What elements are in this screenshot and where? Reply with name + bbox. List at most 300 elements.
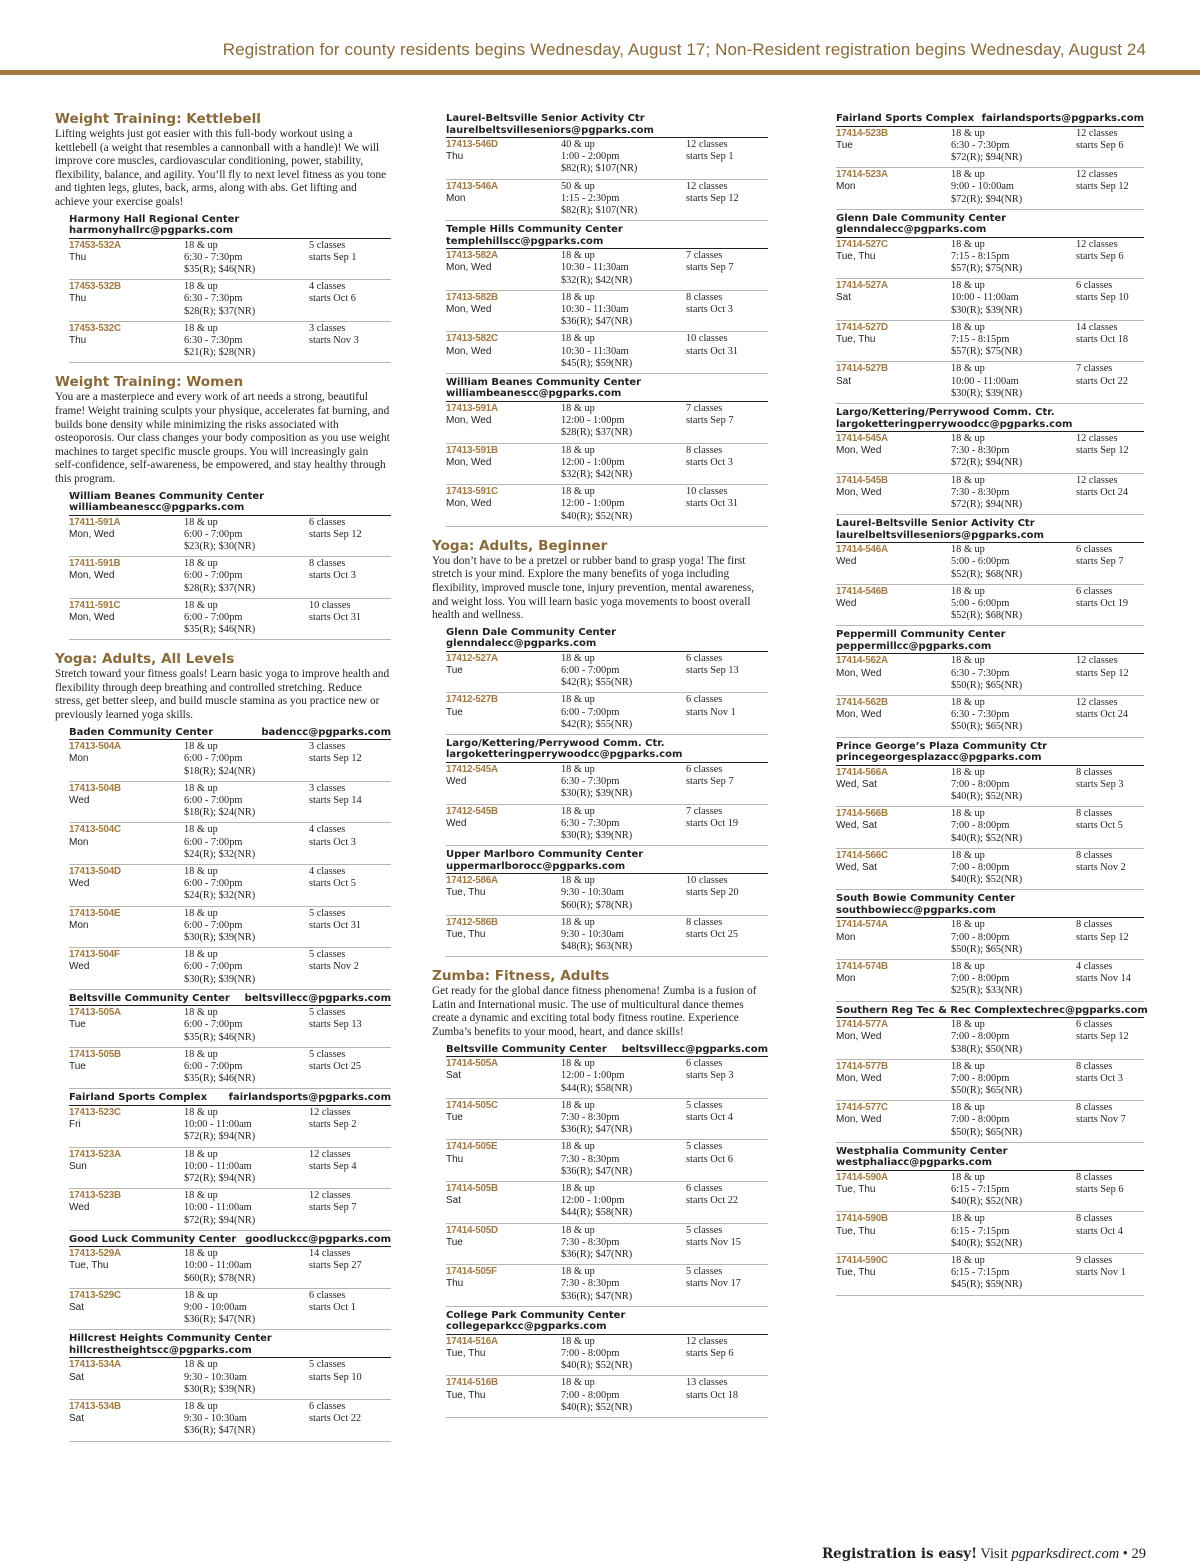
class-fee: $40(R); $52(NR) xyxy=(561,510,633,522)
venue-block xyxy=(446,375,768,527)
class-code[interactable]: 17411-591A xyxy=(69,516,121,528)
class-detail-cell xyxy=(951,808,1076,848)
class-detail-cell xyxy=(951,919,1076,959)
class-age: 18 & up xyxy=(561,1377,595,1389)
class-code[interactable]: 17413-504B xyxy=(69,782,121,794)
class-count: 8 classes xyxy=(1076,766,1113,778)
venue-email[interactable]: goodluckcc@pgparks.com xyxy=(245,1233,391,1245)
class-code[interactable]: 17412-545B xyxy=(446,805,498,817)
class-age: 18 & up xyxy=(561,916,595,928)
class-fee: $72(R); $94(NR) xyxy=(184,1172,256,1184)
class-start: starts Sep 12 xyxy=(309,528,362,540)
class-time: 7:00 - 8:00pm xyxy=(951,1114,1010,1126)
course-section xyxy=(55,373,391,486)
class-code[interactable]: 17414-574B xyxy=(836,961,888,972)
class-detail-cell xyxy=(184,281,309,321)
class-code[interactable]: 17414-527C xyxy=(836,238,888,250)
venue-email[interactable]: fairlandsports@pgparks.com xyxy=(981,113,1144,124)
class-days: Wed, Sat xyxy=(836,778,877,790)
class-code[interactable]: 17413-534A xyxy=(69,1359,121,1371)
class-detail-cell xyxy=(951,697,1076,737)
class-fee: $40(R); $52(NR) xyxy=(951,791,1023,803)
class-fee: $36(R); $47(NR) xyxy=(184,1425,256,1437)
class-code[interactable]: 17414-545A xyxy=(836,433,888,445)
class-time: 7:00 - 8:00pm xyxy=(951,1031,1010,1043)
class-schedule-cell xyxy=(1076,1019,1144,1059)
class-age: 18 & up xyxy=(184,558,218,570)
class-age: 18 & up xyxy=(951,808,985,820)
website-link[interactable]: pgparksdirect.com xyxy=(1011,1546,1120,1562)
class-code[interactable]: 17414-516B xyxy=(446,1377,498,1389)
class-code[interactable]: 17414-527B xyxy=(836,363,888,375)
venue-email[interactable]: hillcrestheightscc@pgparks.com xyxy=(69,1344,252,1356)
class-code[interactable]: 17414-566C xyxy=(836,849,888,861)
class-code-cell xyxy=(69,866,184,906)
class-fee: $50(R); $65(NR) xyxy=(951,1126,1023,1138)
venue-header xyxy=(69,725,391,741)
class-detail-cell xyxy=(184,1049,309,1089)
class-days: Sat xyxy=(69,1413,85,1425)
class-count: 8 classes xyxy=(1076,808,1113,820)
class-detail-cell xyxy=(561,917,686,957)
venue-email[interactable]: fairlandsports@pgparks.com xyxy=(228,1092,391,1104)
class-code[interactable]: 17414-546A xyxy=(836,544,888,556)
class-count: 12 classes xyxy=(1076,169,1118,181)
class-code-cell xyxy=(446,486,561,526)
class-code[interactable]: 17414-516A xyxy=(446,1335,498,1347)
venue-email[interactable]: templehillscc@pgparks.com xyxy=(446,235,604,247)
class-age: 18 & up xyxy=(951,238,985,250)
class-fee: $35(R); $46(NR) xyxy=(184,624,256,636)
class-code[interactable]: 17414-523B xyxy=(836,127,888,139)
class-code-cell xyxy=(836,1213,951,1253)
class-count: 5 classes xyxy=(686,1141,723,1153)
class-fee: $32(R); $42(NR) xyxy=(561,274,633,286)
class-fee: $45(R); $59(NR) xyxy=(951,1279,1023,1291)
class-row xyxy=(836,696,1144,738)
course-title: Weight Training: Kettlebell xyxy=(55,111,261,127)
class-days: Mon, Wed xyxy=(836,1114,882,1126)
venue-header xyxy=(69,489,391,516)
class-code[interactable]: 17413-582C xyxy=(446,333,498,345)
class-schedule-cell xyxy=(309,1007,391,1047)
class-code-cell xyxy=(836,1019,951,1059)
class-start: starts Oct 31 xyxy=(686,345,739,357)
class-count: 5 classes xyxy=(309,1007,346,1019)
class-days: Tue, Thu xyxy=(836,1184,876,1196)
venue-header xyxy=(836,516,1144,543)
class-schedule-cell xyxy=(1076,808,1144,848)
class-code[interactable]: 17414-577C xyxy=(836,1102,888,1114)
class-code[interactable]: 17414-562A xyxy=(836,655,888,667)
class-time: 6:00 - 7:00pm xyxy=(184,528,243,540)
class-code-cell xyxy=(446,445,561,485)
class-fee: $50(R); $65(NR) xyxy=(951,721,1023,733)
class-count: 8 classes xyxy=(1076,919,1113,931)
class-code-cell xyxy=(836,544,951,584)
class-start: starts Sep 6 xyxy=(686,1347,734,1359)
venue-name: Fairland Sports Complex xyxy=(69,1092,208,1104)
class-count: 12 classes xyxy=(686,180,728,192)
class-code-cell xyxy=(446,1225,561,1265)
venue-email[interactable]: largoketteringperrywoodcc@pgparks.com xyxy=(446,749,683,761)
venue-email[interactable]: harmonyhallrc@pgparks.com xyxy=(69,225,234,237)
class-detail-cell xyxy=(951,1172,1076,1212)
class-time: 7:30 - 8:30pm xyxy=(951,445,1010,457)
venue-header xyxy=(836,405,1144,432)
class-detail-cell xyxy=(184,949,309,989)
class-schedule-cell xyxy=(1076,1102,1144,1142)
class-code-cell xyxy=(836,475,951,515)
class-days: Mon xyxy=(836,931,856,943)
venue-block xyxy=(836,211,1144,404)
venue-email[interactable]: badencc@pgparks.com xyxy=(261,726,391,738)
class-schedule-cell xyxy=(686,806,768,846)
class-code[interactable]: 17414-590C xyxy=(836,1255,888,1267)
venue-email[interactable]: uppermarlborocc@pgparks.com xyxy=(446,860,626,872)
class-count: 6 classes xyxy=(686,1182,723,1194)
class-detail-cell xyxy=(951,475,1076,515)
class-code[interactable]: 17414-577A xyxy=(836,1019,888,1031)
class-fee: $40(R); $52(NR) xyxy=(561,1401,633,1413)
venue-header xyxy=(446,222,768,249)
class-fee: $44(R); $58(NR) xyxy=(561,1207,633,1219)
class-start: starts Sep 12 xyxy=(1076,181,1129,193)
class-code[interactable]: 17413-504E xyxy=(69,907,121,919)
course-section xyxy=(55,110,391,210)
class-schedule-cell xyxy=(309,323,391,363)
class-days: Tue, Thu xyxy=(446,887,486,899)
class-days: Thu xyxy=(446,1278,464,1290)
class-schedule-cell xyxy=(1076,767,1144,807)
class-code[interactable]: 17414-505F xyxy=(446,1266,497,1278)
class-code-cell xyxy=(836,961,951,1001)
class-code-cell xyxy=(446,1100,561,1140)
class-time: 6:30 - 7:30pm xyxy=(951,139,1010,151)
class-schedule-cell xyxy=(309,600,391,640)
class-detail-cell xyxy=(951,1213,1076,1253)
class-fee: $40(R); $52(NR) xyxy=(951,1196,1023,1208)
class-start: starts Sep 7 xyxy=(686,262,734,274)
class-schedule-cell xyxy=(686,1141,768,1181)
class-code[interactable]: 17413-591C xyxy=(446,486,498,498)
class-count: 6 classes xyxy=(1076,585,1113,597)
class-code[interactable]: 17414-505C xyxy=(446,1099,498,1111)
class-code[interactable]: 17414-546B xyxy=(836,585,888,597)
class-start: starts Oct 4 xyxy=(1076,1225,1123,1237)
class-code[interactable]: 17413-504F xyxy=(69,949,120,961)
class-count: 6 classes xyxy=(309,516,346,528)
class-code[interactable]: 17414-527A xyxy=(836,280,888,292)
class-code[interactable]: 17413-529C xyxy=(69,1289,121,1301)
class-days: Thu xyxy=(69,293,87,305)
class-code-cell xyxy=(446,764,561,804)
class-detail-cell xyxy=(184,1190,309,1230)
venue-name: Hillcrest Heights Community Center xyxy=(69,1333,272,1345)
class-time: 10:00 - 11:00am xyxy=(184,1119,252,1131)
class-code[interactable]: 17413-505B xyxy=(69,1048,121,1060)
venue-email[interactable]: collegeparkcc@pgparks.com xyxy=(446,1321,607,1333)
class-schedule-cell xyxy=(1076,1213,1144,1253)
class-code[interactable]: 17414-505E xyxy=(446,1141,498,1153)
class-code-cell xyxy=(69,1107,184,1147)
class-fee: $42(R); $55(NR) xyxy=(561,677,633,689)
venue-name: Westphalia Community Center xyxy=(836,1145,1008,1157)
class-code-cell xyxy=(836,850,951,890)
class-time: 6:00 - 7:00pm xyxy=(184,794,243,806)
course-title: Weight Training: Women xyxy=(55,374,244,391)
class-detail-cell xyxy=(184,600,309,640)
class-code[interactable]: 17413-529A xyxy=(69,1248,121,1260)
class-time: 7:00 - 8:00pm xyxy=(951,973,1010,985)
class-detail-cell xyxy=(561,181,686,221)
class-schedule-cell xyxy=(1076,961,1144,1001)
venue-name: College Park Community Center xyxy=(446,1309,626,1321)
class-fee: $40(R); $52(NR) xyxy=(951,1237,1023,1249)
venue-block xyxy=(69,212,391,364)
class-time: 5:00 - 6:00pm xyxy=(951,556,1010,568)
class-count: 14 classes xyxy=(1076,321,1118,333)
class-fee: $44(R); $58(NR) xyxy=(561,1082,633,1094)
venue-email[interactable]: williambeanescc@pgparks.com xyxy=(69,502,245,513)
class-code[interactable]: 17413-504C xyxy=(69,824,121,836)
venue-email[interactable]: princegeorgesplazacc@pgparks.com xyxy=(836,752,1042,764)
class-schedule-cell xyxy=(309,1290,391,1330)
class-detail-cell xyxy=(184,783,309,823)
class-time: 1:15 - 2:30pm xyxy=(561,192,620,204)
class-days: Wed xyxy=(446,776,467,788)
class-code[interactable]: 17413-582A xyxy=(446,250,498,262)
class-fee: $82(R); $107(NR) xyxy=(561,163,638,175)
class-days: Mon, Wed xyxy=(446,456,492,468)
venue-email[interactable]: southbowiecc@pgparks.com xyxy=(836,904,996,916)
class-code[interactable]: 17413-546D xyxy=(446,139,498,150)
class-code[interactable]: 17412-586A xyxy=(446,875,498,887)
class-code[interactable]: 17413-534B xyxy=(69,1400,121,1412)
class-code[interactable]: 17412-545A xyxy=(446,763,498,775)
class-start: starts Oct 3 xyxy=(309,570,356,582)
class-start: starts Sep 3 xyxy=(686,1070,734,1082)
class-schedule-cell xyxy=(686,139,768,179)
venue-email[interactable]: largoketteringperrywoodcc@pgparks.com xyxy=(836,418,1073,430)
venue-name: William Beanes Community Center xyxy=(446,376,642,388)
class-start: starts Oct 25 xyxy=(686,928,739,940)
class-age: 18 & up xyxy=(951,1255,985,1267)
class-time: 12:00 - 1:00pm xyxy=(561,415,625,427)
venue-header xyxy=(69,1232,391,1248)
venue-email[interactable]: williambeanescc@pgparks.com xyxy=(446,388,622,400)
venue-email[interactable]: glenndalecc@pgparks.com xyxy=(446,638,597,650)
class-code[interactable]: 17414-527D xyxy=(836,321,888,333)
class-detail-cell xyxy=(561,694,686,734)
class-start: starts Sep 12 xyxy=(1076,445,1129,457)
venue-email[interactable]: glenndalecc@pgparks.com xyxy=(836,224,987,236)
class-code[interactable]: 17412-527A xyxy=(446,652,498,664)
class-code-cell xyxy=(836,808,951,848)
class-age: 18 & up xyxy=(184,741,218,753)
class-age: 18 & up xyxy=(184,599,218,611)
class-row xyxy=(446,1335,768,1377)
class-time: 7:30 - 8:30pm xyxy=(561,1153,620,1165)
class-count: 5 classes xyxy=(309,949,346,961)
class-start: starts Oct 31 xyxy=(686,498,739,510)
class-fee: $36(R); $47(NR) xyxy=(561,1248,633,1260)
venue-email[interactable]: laurelbeltsvilleseniors@pgparks.com xyxy=(446,124,654,136)
class-days: Mon xyxy=(836,181,856,193)
class-schedule-cell xyxy=(1076,1172,1144,1212)
class-age: 18 & up xyxy=(561,652,595,664)
class-row xyxy=(69,1106,391,1148)
class-start: starts Sep 12 xyxy=(686,192,739,204)
class-code[interactable]: 17414-545B xyxy=(836,474,888,486)
class-fee: $25(R); $33(NR) xyxy=(951,985,1023,997)
class-count: 12 classes xyxy=(686,1335,728,1347)
class-detail-cell xyxy=(184,1107,309,1147)
class-code[interactable]: 17413-523C xyxy=(69,1106,121,1118)
venue-block xyxy=(446,625,768,735)
class-schedule-cell xyxy=(686,445,768,485)
class-code[interactable]: 17411-591C xyxy=(69,599,121,611)
class-schedule-cell xyxy=(309,1149,391,1189)
class-schedule-cell xyxy=(686,333,768,373)
class-row xyxy=(446,1224,768,1266)
class-schedule-cell xyxy=(686,653,768,693)
class-schedule-cell xyxy=(1076,433,1144,473)
class-time: 6:00 - 7:00pm xyxy=(184,878,243,890)
class-time: 7:00 - 8:00pm xyxy=(951,820,1010,832)
class-fee: $30(R); $39(NR) xyxy=(184,931,256,943)
venue-header xyxy=(69,991,391,1007)
class-time: 6:30 - 7:30pm xyxy=(951,709,1010,721)
class-row xyxy=(446,805,768,847)
class-code[interactable]: 17453-532C xyxy=(69,322,121,334)
class-schedule-cell xyxy=(309,908,391,948)
class-code[interactable]: 17414-590B xyxy=(836,1213,888,1225)
venue-name: William Beanes Community Center xyxy=(69,490,265,502)
class-fee: $36(R); $47(NR) xyxy=(561,1290,633,1302)
class-row xyxy=(836,168,1144,210)
venue-block xyxy=(69,1232,391,1331)
class-age: 18 & up xyxy=(951,1060,985,1072)
venue-email[interactable]: peppermillcc@pgparks.com xyxy=(836,640,992,652)
class-code[interactable]: 17413-505A xyxy=(69,1007,121,1019)
class-days: Wed xyxy=(69,794,90,806)
class-code[interactable]: 17414-577B xyxy=(836,1060,888,1072)
class-code[interactable]: 17414-566B xyxy=(836,808,888,820)
class-code[interactable]: 17413-523B xyxy=(69,1190,121,1202)
class-days: Wed, Sat xyxy=(836,820,877,832)
class-fee: $36(R); $47(NR) xyxy=(561,1124,633,1136)
venue-email[interactable]: techrec@pgparks.com xyxy=(1022,1004,1148,1016)
class-code[interactable]: 17413-504D xyxy=(69,865,121,877)
class-code-cell xyxy=(446,653,561,693)
class-fee: $28(R); $37(NR) xyxy=(184,305,256,317)
class-code[interactable]: 17414-505D xyxy=(446,1224,498,1236)
class-time: 7:15 - 8:15pm xyxy=(951,334,1010,346)
class-time: 12:00 - 1:00pm xyxy=(561,498,625,510)
class-code[interactable]: 17413-546A xyxy=(446,180,498,192)
class-start: starts Sep 6 xyxy=(1076,139,1124,151)
venue-name: South Bowie Community Center xyxy=(836,893,1016,905)
class-schedule-cell xyxy=(1076,128,1144,168)
class-count: 6 classes xyxy=(309,1400,346,1412)
venue-block xyxy=(69,1331,391,1441)
class-count: 7 classes xyxy=(686,402,723,414)
class-code[interactable]: 17414-505A xyxy=(446,1058,498,1070)
class-start: starts Oct 19 xyxy=(1076,598,1129,610)
class-start: starts Oct 24 xyxy=(1076,709,1129,721)
venue-email[interactable]: westphaliacc@pgparks.com xyxy=(836,1157,993,1169)
class-schedule-cell xyxy=(686,1183,768,1223)
class-start: starts Oct 19 xyxy=(686,817,739,829)
class-code[interactable]: 17413-523A xyxy=(69,1148,121,1160)
class-code[interactable]: 17412-586B xyxy=(446,916,498,928)
class-fee: $38(R); $50(NR) xyxy=(951,1043,1023,1055)
class-days: Mon, Wed xyxy=(836,486,882,498)
class-time: 10:30 - 11:30am xyxy=(561,303,629,315)
class-code[interactable]: 17413-504A xyxy=(69,741,121,753)
venue-email[interactable]: beltsvillecc@pgparks.com xyxy=(244,992,391,1004)
class-time: 10:00 - 11:00am xyxy=(184,1160,252,1172)
class-code-cell xyxy=(69,600,184,640)
venue-name: Beltsville Community Center xyxy=(69,992,230,1004)
class-code[interactable]: 17414-574A xyxy=(836,919,888,931)
venue-email[interactable]: laurelbeltsvilleseniors@pgparks.com xyxy=(836,529,1044,541)
class-row xyxy=(69,1148,391,1190)
class-age: 18 & up xyxy=(184,782,218,794)
class-age: 18 & up xyxy=(951,127,985,139)
class-fee: $30(R); $39(NR) xyxy=(184,1383,256,1395)
class-code[interactable]: 17412-527B xyxy=(446,694,498,706)
class-code[interactable]: 17413-591A xyxy=(446,402,498,414)
class-code[interactable]: 17413-582B xyxy=(446,291,498,303)
venue-name: Beltsville Community Center xyxy=(446,1043,607,1055)
class-code[interactable]: 17414-505B xyxy=(446,1182,498,1194)
class-code[interactable]: 17453-532B xyxy=(69,281,121,293)
class-code-cell xyxy=(836,280,951,320)
class-code[interactable]: 17411-591B xyxy=(69,558,121,570)
class-code-cell xyxy=(446,1266,561,1306)
column-3 xyxy=(822,110,1148,1296)
class-code-cell xyxy=(836,767,951,807)
class-time: 6:30 - 7:30pm xyxy=(951,667,1010,679)
venue-email[interactable]: beltsvillecc@pgparks.com xyxy=(621,1043,768,1055)
class-code[interactable]: 17413-591B xyxy=(446,444,498,456)
class-code[interactable]: 17414-590A xyxy=(836,1171,888,1183)
class-time: 7:30 - 8:30pm xyxy=(561,1236,620,1248)
class-code[interactable]: 17453-532A xyxy=(69,239,121,251)
class-count: 4 classes xyxy=(1076,961,1113,972)
class-age: 18 & up xyxy=(951,321,985,333)
class-age: 18 & up xyxy=(561,1182,595,1194)
class-schedule-cell xyxy=(1076,544,1144,584)
class-code[interactable]: 17414-566A xyxy=(836,766,888,778)
class-days: Sat xyxy=(69,1301,85,1313)
class-detail-cell xyxy=(951,655,1076,695)
class-code[interactable]: 17414-562B xyxy=(836,697,888,709)
class-age: 18 & up xyxy=(951,697,985,709)
class-days: Thu xyxy=(446,151,464,163)
class-code[interactable]: 17414-523A xyxy=(836,169,888,181)
venue-header xyxy=(836,627,1144,654)
class-schedule-cell xyxy=(1076,280,1144,320)
class-count: 8 classes xyxy=(1076,849,1113,861)
class-fee: $50(R); $65(NR) xyxy=(951,679,1023,691)
course-title: Yoga: Adults, Beginner xyxy=(432,537,608,554)
class-row xyxy=(446,652,768,694)
class-time: 9:00 - 10:00am xyxy=(184,1301,247,1313)
class-age: 18 & up xyxy=(184,1148,218,1160)
